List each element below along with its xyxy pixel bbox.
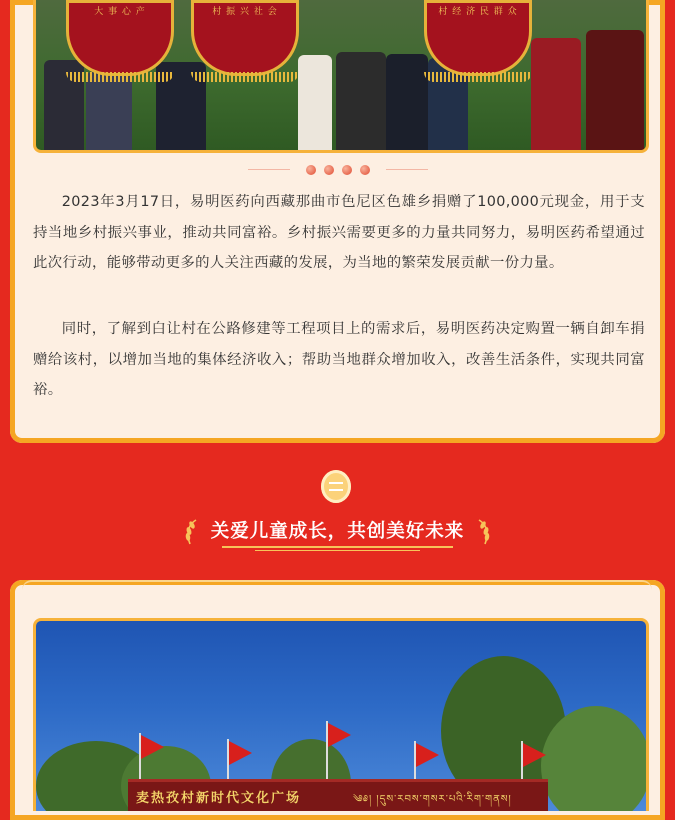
- pennant-text: 村 振 兴 社 会: [212, 7, 278, 17]
- divider-dot: [306, 165, 316, 175]
- divider-dot: [342, 165, 352, 175]
- red-flag-icon: [411, 741, 441, 783]
- divider-dot: [324, 165, 334, 175]
- section-number-badge: [321, 470, 351, 503]
- card-trim: [22, 580, 652, 590]
- red-flag-icon: [224, 739, 254, 783]
- dot-divider: [0, 163, 675, 177]
- person-figure: [386, 54, 428, 150]
- person-figure: [86, 72, 132, 150]
- person-figure: [298, 55, 332, 150]
- pennant-banner: [191, 0, 299, 76]
- red-flag-icon: [136, 733, 166, 783]
- pennant-text: 大 事 心 产: [94, 7, 146, 17]
- pennant-fringe: [191, 72, 299, 82]
- square-sign-board: [128, 779, 548, 811]
- divider-line: [248, 169, 290, 170]
- pennant-banner: [424, 0, 532, 76]
- person-figure: [586, 30, 644, 150]
- sign-text: 麦热孜村新时代文化广场: [136, 791, 302, 806]
- donation-photo: [33, 0, 649, 153]
- pennant-text: 村 经 济 民 群 众: [438, 7, 518, 17]
- section-title: 关爱儿童成长，共创美好未来: [210, 521, 465, 542]
- wheat-right-icon: [475, 519, 491, 545]
- sign-text-tibetan: ༄༅། །དུས་རབས་གསར་པའི་རིག་གནས།: [353, 794, 512, 805]
- numeral-stroke: [329, 489, 343, 491]
- pennant-fringe: [66, 72, 174, 82]
- pennant-fringe: [424, 72, 532, 82]
- divider-line: [386, 169, 428, 170]
- title-underline: [222, 546, 453, 548]
- divider-dot: [360, 165, 370, 175]
- village-square-photo: [33, 618, 649, 811]
- article-paragraph: 同时，了解到白让村在公路修建等工程项目上的需求后，易明医药决定购置一辆自卸车捐赠给该村，以增加当地的集体经济收入；帮助当地群众增加收入，改善生活条件，实现共同富裕。: [33, 321, 645, 398]
- tree-shape: [541, 706, 649, 811]
- person-figure: [531, 38, 581, 150]
- red-flag-icon: [518, 741, 548, 783]
- person-figure: [336, 52, 386, 150]
- numeral-stroke: [329, 482, 343, 484]
- red-flag-icon: [323, 721, 353, 781]
- title-underline: [255, 550, 420, 551]
- pennant-banner: [66, 0, 174, 76]
- article-paragraph: 2023年3月17日，易明医药向西藏那曲市色尼区色雄乡捐赠了100,000元现金，用于支持当地乡村振兴事业，推动共同富裕。乡村振兴需要更多的力量共同努力，易明医药希望通过此次行动，能够带动更多的人关注西藏的发展，为当地的繁荣发展贡献一份力量。: [33, 194, 645, 271]
